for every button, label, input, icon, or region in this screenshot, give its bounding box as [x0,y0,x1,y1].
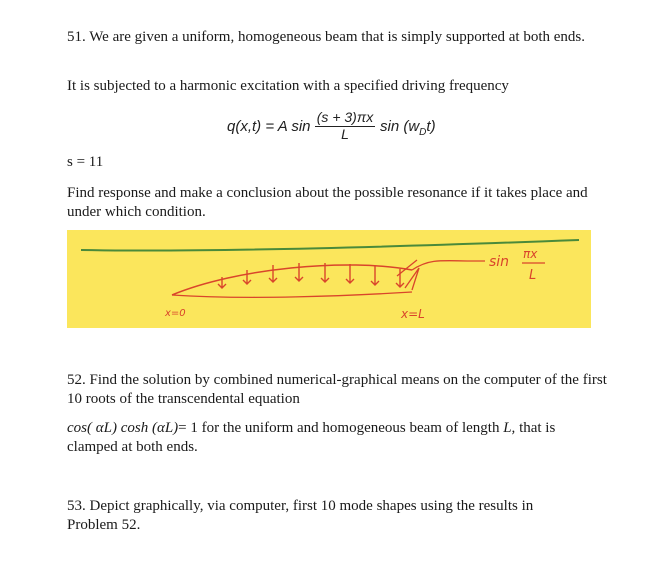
equation-rhs-suffix: t) [426,118,436,135]
equation-rhs-sub: D [419,127,427,138]
problem-53-statement: 53. Depict graphically, via computer, first 10 mode shapes using the results in Problem 52. [67,498,534,533]
equation-rhs [380,118,436,138]
left-end-label: x=0 [165,308,186,319]
beam-line [81,240,579,251]
equation-rhs-prefix: sin (w [380,118,420,135]
problem-52-equation [67,419,607,457]
problem-51-task: Find response and make a conclusion about the possible resonance if it takes place and under which condition. [67,185,588,220]
equation-tail: that is clamped at both ends. [67,420,556,455]
beam-baseline [172,292,412,297]
problem-51-statement: 51. We are given a uniform, homogeneous beam that is simply supported at both ends. [67,29,585,45]
s-value: s = 11 [67,154,104,170]
equation-fraction [315,110,375,142]
leader-line [412,261,485,270]
length-symbol: L, [503,420,516,436]
equation-numerator: (s + 3)πx [316,109,374,125]
beam-sketch [67,230,591,328]
sin-fraction-denominator: L [529,268,537,283]
sin-label: sin [489,254,510,270]
equation-denominator: L [341,126,349,142]
sin-fraction-numerator: πx [523,247,538,261]
load-curve [172,265,412,295]
transcendental-equation: cos( αL) cosh (αL) [67,420,179,436]
problem-51-excitation: It is subjected to a harmonic excitation with a specified driving frequency [67,78,509,94]
equation-continuation: = 1 for the uniform and homogeneous beam of length [178,420,504,436]
equation-lhs: q(x,t) = A sin [227,118,311,135]
problem-52-statement: 52. Find the solution by combined numerical-graphical means on the computer of the first 10 roots of the transcendental equation [67,372,607,407]
beam-sketch-drawing [67,230,591,328]
right-end-label: x=L [401,307,425,321]
